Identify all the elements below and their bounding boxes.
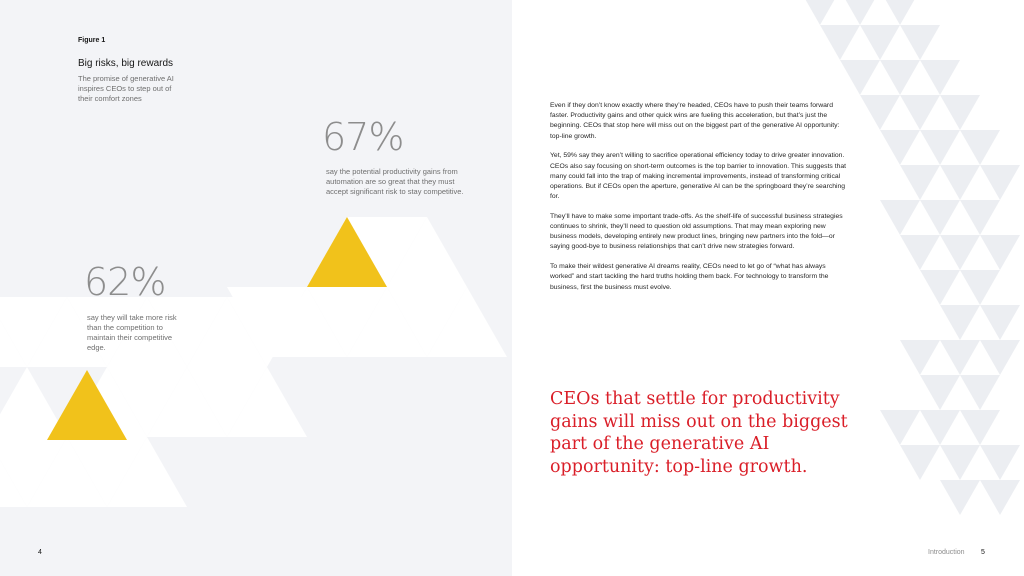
body-text-column [550, 101, 850, 302]
figure-title: Big risks, big rewards [78, 58, 174, 69]
figure-label: Figure 1 [78, 37, 106, 44]
stat-value-67: 67% [322, 115, 404, 159]
stat-description-67: say the potential productivity gains from automation are so great that they must accept significant risk to stay competitive. [326, 167, 464, 196]
body-paragraph: Even if they don’t know exactly where they’re headed, CEOs have to push their teams forward faster. Productivity gains and other quick wins are fueling this acceleration, but that’s just the beginning. CEOs that stop here will miss out on the biggest part of the generative AI opportunity: top-line growth. [550, 102, 840, 140]
section-label: Introduction [928, 549, 965, 556]
stat-description-62: say they will take more risk than the competition to maintain their competitive edge. [87, 313, 177, 352]
page-number-right: 5 [981, 549, 985, 556]
page-number-left: 4 [38, 549, 42, 556]
stat-value-62: 62% [84, 260, 166, 304]
body-paragraph: They’ll have to make some important trade-offs. As the shelf-life of successful business strategies continues to shrink, they’ll need to question old assumptions. That may mean exploring new business models, developing entirely new product lines, bringing new partners into the fold—or saying good-bye to business relationships that can’t drive new strategies forward. [550, 212, 843, 251]
figure-subtitle: The promise of generative AI inspires CEOs to step out of their comfort zones [78, 74, 174, 103]
body-paragraph: Yet, 59% say they aren’t willing to sacrifice operational efficiency today to drive greater innovation. CEOs also say focusing on short-term outcomes is the top barrier to innovation. This suggests that many could fall into the trap of making incremental improvements, instead of transforming critical operations. But if CEOs open the aperture, generative AI can be the springboard they’re searching for. [550, 152, 847, 201]
right-page [512, 0, 1024, 576]
body-paragraph: To make their wildest generative AI dreams reality, CEOs need to let go of “what has always worked” and start tackling the hard truths holding them back. For technology to transform the business, first the business must evolve. [550, 263, 829, 291]
pull-quote: CEOs that settle for productivity gains will miss out on the biggest part of the generative AI opportunity: top-line growth. [550, 389, 848, 477]
